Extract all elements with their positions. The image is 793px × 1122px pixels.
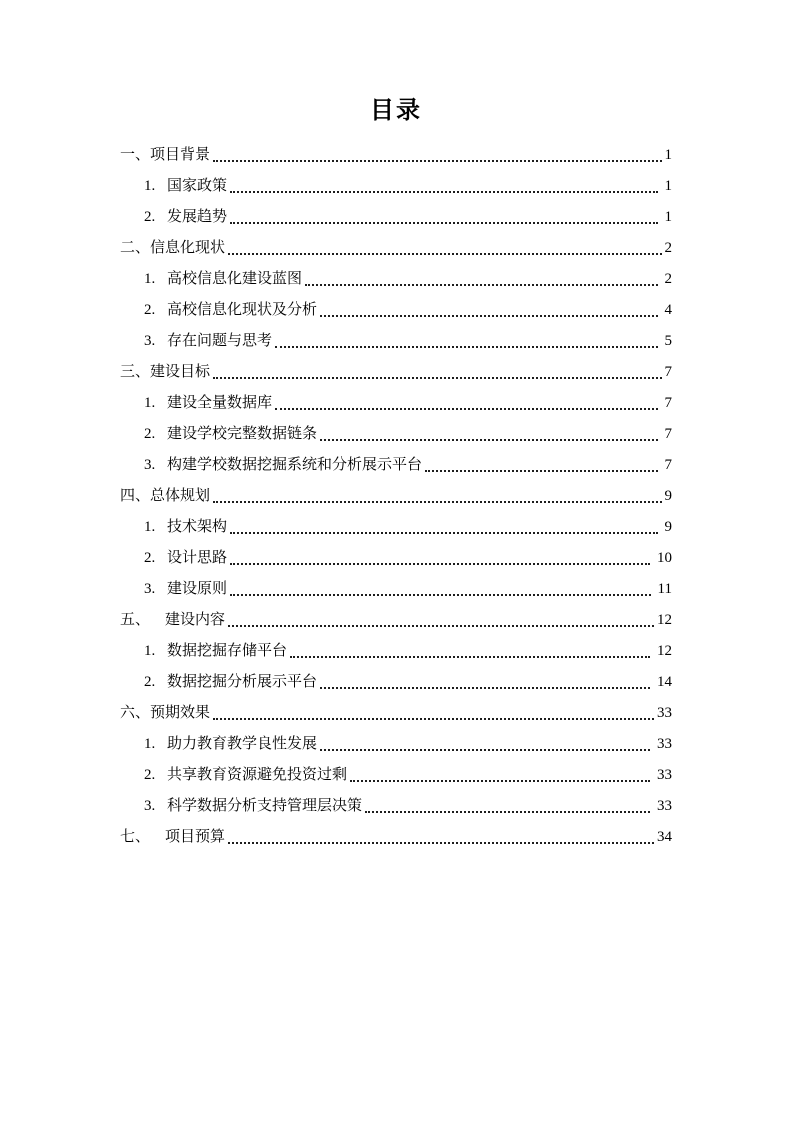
toc-entry-number: 三、 [120, 364, 151, 380]
toc-page-number: 2 [664, 240, 672, 256]
toc-entry-label: 高校信息化建设蓝图 [167, 271, 303, 287]
toc-entry[interactable] [120, 512, 672, 543]
dot-leader [230, 574, 651, 605]
toc-page-number: 33 [657, 767, 672, 783]
dot-leader [213, 357, 661, 388]
dot-leader [230, 512, 657, 543]
toc-entry-number: 1. [144, 736, 156, 752]
toc-page-number: 34 [657, 829, 672, 845]
toc-entry-number: 1. [144, 519, 156, 535]
toc-title: 目录 [370, 98, 422, 124]
toc-entry[interactable] [120, 140, 672, 171]
toc-page-number: 7 [664, 395, 672, 411]
toc-entry-number: 2. [144, 209, 156, 225]
toc-page-number: 33 [657, 798, 672, 814]
toc-entry[interactable] [120, 543, 672, 574]
dot-leader [320, 667, 650, 698]
toc-page-number: 2 [664, 271, 672, 287]
toc-page-number: 1 [664, 209, 672, 225]
toc-entry-label: 技术架构 [167, 519, 228, 535]
dot-leader [275, 388, 657, 419]
toc-entry-label: 存在问题与思考 [167, 333, 273, 349]
dot-leader [230, 171, 657, 202]
toc-entry-label: 建设原则 [167, 581, 228, 597]
toc-entry-label: 数据挖掘存储平台 [167, 643, 288, 659]
toc-entry[interactable] [120, 574, 672, 605]
toc-entry-label: 总体规划 [150, 488, 211, 504]
toc-page-number: 5 [664, 333, 672, 349]
toc-entry-number: 六、 [120, 705, 151, 721]
dot-leader [213, 698, 654, 729]
toc-entry-label: 科学数据分析支持管理层决策 [167, 798, 363, 814]
toc-entry-number: 2. [144, 426, 156, 442]
toc-entry[interactable] [120, 605, 672, 636]
dot-leader [228, 605, 654, 636]
dot-leader [230, 202, 657, 233]
toc-entry-number: 1. [144, 643, 156, 659]
toc-page-number: 12 [657, 643, 672, 659]
toc-entry[interactable] [120, 760, 672, 791]
toc-entry-number: 七、 [120, 829, 151, 845]
toc-page-number: 9 [664, 519, 672, 535]
toc-page-number: 14 [657, 674, 672, 690]
toc-page-number: 7 [664, 364, 672, 380]
dot-leader [425, 450, 657, 481]
toc-entry-label: 数据挖掘分析展示平台 [167, 674, 318, 690]
toc-page-number: 33 [657, 705, 672, 721]
toc-entry[interactable] [120, 326, 672, 357]
toc-entry-label: 高校信息化现状及分析 [167, 302, 318, 318]
toc-entry[interactable] [120, 667, 672, 698]
toc-page-number: 7 [664, 426, 672, 442]
toc-entry-number: 3. [144, 798, 156, 814]
toc-entry[interactable] [120, 450, 672, 481]
toc-entry[interactable] [120, 791, 672, 822]
toc-entry-number: 四、 [120, 488, 151, 504]
toc-entry-label: 发展趋势 [167, 209, 228, 225]
toc-entry-number: 2. [144, 767, 156, 783]
dot-leader [290, 636, 650, 667]
toc-list [120, 140, 672, 853]
toc-entry-number: 2. [144, 302, 156, 318]
toc-entry-label: 项目背景 [150, 147, 211, 163]
toc-entry[interactable] [120, 357, 672, 388]
dot-leader [350, 760, 650, 791]
toc-entry-label: 国家政策 [167, 178, 228, 194]
toc-page-number: 10 [657, 550, 672, 566]
toc-page-number: 4 [664, 302, 672, 318]
dot-leader [228, 233, 661, 264]
toc-entry-label: 预期效果 [150, 705, 211, 721]
dot-leader [213, 481, 661, 512]
toc-page-number: 9 [664, 488, 672, 504]
toc-page-number: 1 [664, 147, 672, 163]
toc-page-number: 11 [657, 581, 672, 597]
dot-leader [305, 264, 657, 295]
toc-entry-number: 二、 [120, 240, 151, 256]
toc-entry[interactable] [120, 171, 672, 202]
toc-page-number: 12 [657, 612, 672, 628]
toc-entry[interactable] [120, 729, 672, 760]
dot-leader [275, 326, 657, 357]
dot-leader [230, 543, 650, 574]
toc-entry-label: 信息化现状 [150, 240, 226, 256]
toc-entry-number: 2. [144, 550, 156, 566]
toc-entry[interactable] [120, 388, 672, 419]
toc-entry-label: 建设全量数据库 [167, 395, 273, 411]
toc-entry-label: 构建学校数据挖掘系统和分析展示平台 [167, 457, 423, 473]
toc-entry[interactable] [120, 481, 672, 512]
toc-entry[interactable] [120, 822, 672, 853]
toc-page-number: 7 [664, 457, 672, 473]
toc-entry-label: 建设学校完整数据链条 [167, 426, 318, 442]
toc-entry-label: 项目预算 [165, 829, 226, 845]
toc-entry-number: 3. [144, 457, 156, 473]
dot-leader [213, 140, 661, 171]
toc-entry[interactable] [120, 636, 672, 667]
toc-entry-number: 1. [144, 178, 156, 194]
toc-entry[interactable] [120, 233, 672, 264]
dot-leader [228, 822, 654, 853]
toc-entry-number: 五、 [120, 612, 151, 628]
toc-entry[interactable] [120, 698, 672, 729]
toc-entry[interactable] [120, 264, 672, 295]
toc-entry-number: 1. [144, 395, 156, 411]
toc-entry[interactable] [120, 202, 672, 233]
toc-entry-number: 一、 [120, 147, 151, 163]
toc-entry-label: 助力教育教学良性发展 [167, 736, 318, 752]
toc-entry-number: 1. [144, 271, 156, 287]
dot-leader [320, 295, 657, 326]
toc-entry-label: 建设内容 [165, 612, 226, 628]
toc-entry-label: 设计思路 [167, 550, 228, 566]
dot-leader [320, 419, 657, 450]
toc-entry[interactable] [120, 419, 672, 450]
toc-entry-number: 2. [144, 674, 156, 690]
toc-entry-label: 共享教育资源避免投资过剩 [167, 767, 348, 783]
toc-page-number: 1 [664, 178, 672, 194]
toc-entry-number: 3. [144, 581, 156, 597]
dot-leader [365, 791, 650, 822]
toc-entry-label: 建设目标 [150, 364, 211, 380]
dot-leader [320, 729, 650, 760]
toc-page-number: 33 [657, 736, 672, 752]
toc-entry[interactable] [120, 295, 672, 326]
toc-entry-number: 3. [144, 333, 156, 349]
